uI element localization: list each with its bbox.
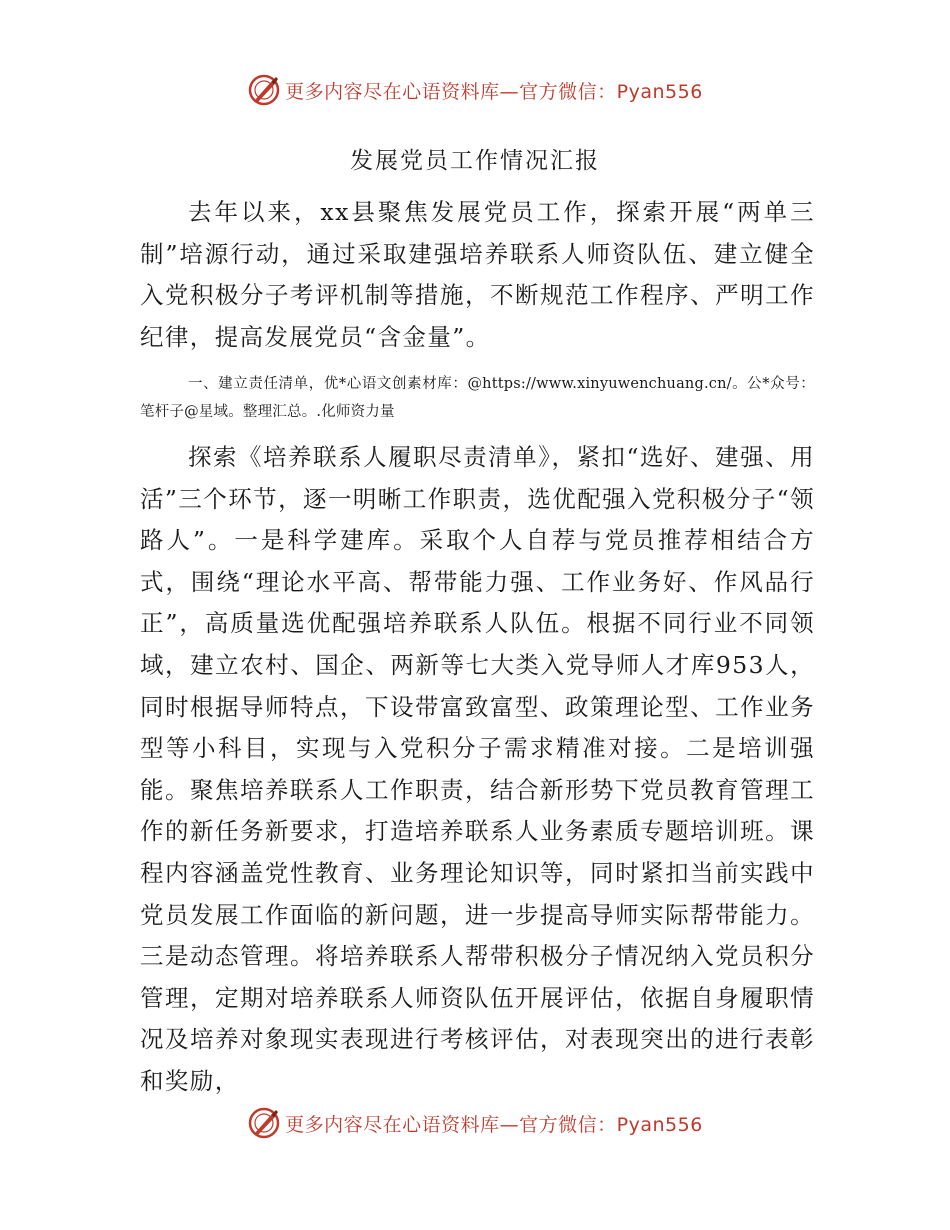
paragraph-intro: 去年以来，xx县聚焦发展党员工作，探索开展“两单三制”培源行动，通过采取建强培养联系人师资队伍、建立健全入党积极分子考评机制等措施，不断规范工作程序、严明工作纪律，提高发展党员“含金量”。: [140, 198, 815, 351]
banner-text: 更多内容尽在心语资料库—官方微信：Pyan556: [285, 1113, 703, 1136]
pen-nib-circle-logo-icon: [247, 73, 281, 107]
header-banner: [0, 70, 950, 110]
footer-banner: [0, 1103, 950, 1143]
banner-text: 更多内容尽在心语资料库—官方微信：Pyan556: [285, 80, 703, 103]
paragraph-body: 探索《培养联系人履职尽责清单》，紧扣“选好、建强、用活”三个环节，逐一明晰工作职责，选优配强入党积极分子“领路人”。一是科学建库。采取个人自荐与党员推荐相结合方式，围绕“理论水平高、帮带能力强、工作业务好、作风品行正”，高质量选优配强培养联系人队伍。根据不同行业不同领域，建立农村、国企、两新等七大类入党导师人才库953人，同时根据导师特点，下设带富致富型、政策理论型、工作业务型等小科目，实现与入党积分子需求精准对接。二是培训强能。聚焦培养联系人工作职责，结合新形势下党员教育管理工作的新任务新要求，打造培养联系人业务素质专题培训班。课程内容涵盖党性教育、业务理论知识等，同时紧扣当前实践中党员发展工作面临的新问题，进一步提高导师实际帮带能力。三是动态管理。将培养联系人帮带积极分子情况纳入党员积分管理，定期对培养联系人师资队伍开展评估，依据自身履职情况及培养对象现实表现进行考核评估，对表现突出的进行表彰和奖励，: [140, 443, 815, 1095]
pen-nib-circle-logo-icon: [247, 1106, 281, 1140]
document-title: 发展党员工作情况汇报: [350, 148, 600, 174]
section-heading: 一、建立责任清单，优*心语文创素材库：@https://www.xinyuwenchuang.cn/。公*众号：笔杆子@星域。整理汇总。.化师资力量: [140, 376, 815, 420]
